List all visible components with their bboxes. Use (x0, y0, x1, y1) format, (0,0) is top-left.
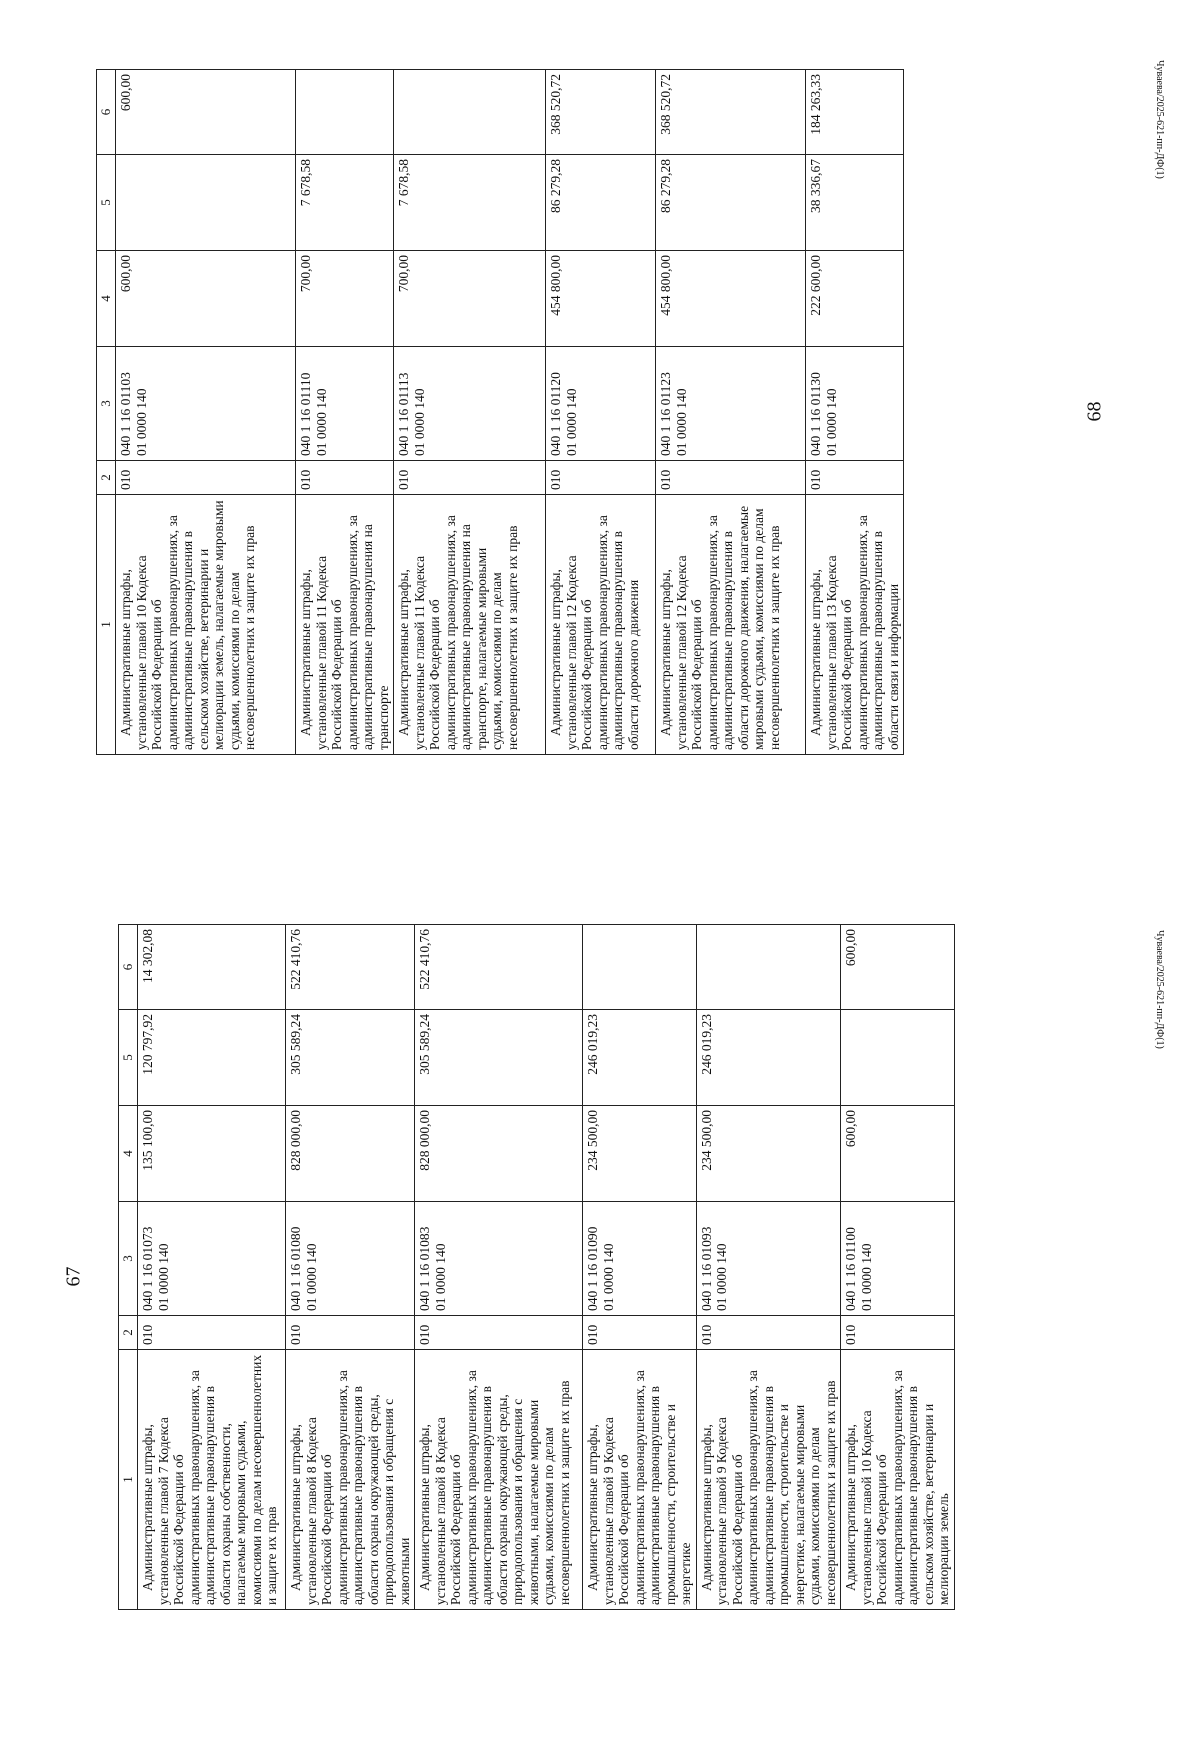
row-value-5: 86 279,28 (656, 155, 806, 251)
row-description: Административные штрафы, установленные главой 10 Кодекса Российской Федерации об административных правонарушениях, за административные правонарушения в сельском хозяйстве, ветеринарии и мелиорации земель (841, 1350, 955, 1610)
header-row (97, 70, 116, 755)
row-value-5: 305 589,24 (286, 1010, 415, 1106)
budget-code-line1: 040 1 16 01090 (585, 1226, 600, 1311)
budget-code-line1: 040 1 16 01080 (288, 1226, 303, 1311)
row-value-5: 86 279,28 (546, 155, 656, 251)
page-footer: Чуваева/2025-621-пп-ДФ(1) (1154, 60, 1165, 179)
table-row (696, 925, 841, 1610)
budget-code-line1: 040 1 16 01110 (298, 372, 313, 456)
budget-code-line2: 01 0000 140 (714, 1243, 729, 1311)
page-number: 68 (1083, 401, 1106, 422)
table-row (806, 70, 904, 755)
col-header-4: 4 (97, 251, 116, 347)
row-description: Административные штрафы, установленные главой 8 Кодекса Российской Федерации об административных правонарушениях, за административные правонарушения в области охраны окружающей среды, природопользования и обращения с животными, налагаемые мировыми судьями, комиссиями по делам несовершеннолетних и защите их прав (415, 1350, 583, 1610)
row-value-5 (116, 155, 296, 251)
col-header-3: 3 (97, 347, 116, 461)
row-value-6 (296, 70, 394, 155)
row-value-6 (696, 925, 841, 1010)
row-code-2: 010 (296, 461, 394, 495)
budget-code-line2: 01 0000 140 (313, 388, 329, 456)
row-value-5: 38 336,67 (806, 155, 904, 251)
budget-code-line2: 01 0000 140 (411, 388, 427, 456)
row-value-5: 120 797,92 (138, 1010, 286, 1106)
row-value-6: 368 520,72 (656, 70, 806, 155)
row-value-4: 222 600,00 (806, 251, 904, 347)
row-value-6: 600,00 (841, 925, 955, 1010)
row-description: Административные штрафы, установленные главой 12 Кодекса Российской Федерации об административных правонарушениях, за административные правонарушения в области дорожного движения, налагаемые мировыми судьями, комиссиями по делам несовершеннолетних и защите их прав (656, 495, 806, 755)
row-code-2: 010 (841, 1316, 955, 1350)
budget-code-line2: 01 0000 140 (858, 1243, 874, 1311)
table-row (296, 70, 394, 755)
table-row (138, 925, 286, 1610)
row-value-4: 454 800,00 (546, 251, 656, 347)
row-budget-code (546, 347, 656, 461)
row-value-6 (394, 70, 546, 155)
budget-code-line1: 040 1 16 01120 (548, 372, 563, 456)
budget-code-line2: 01 0000 140 (823, 388, 839, 456)
row-code-2: 010 (116, 461, 296, 495)
row-description: Административные штрафы, установленные главой 7 Кодекса Российской Федерации об административных правонарушениях, за административные правонарушения в области охраны собственности, налагаемые мировыми судьями, комиссиями по делам несовершеннолетних и защите их прав (138, 1350, 286, 1610)
col-header-2: 2 (119, 1316, 138, 1350)
row-budget-code (806, 347, 904, 461)
col-header-5: 5 (119, 1010, 138, 1106)
row-budget-code (116, 347, 296, 461)
row-code-2: 010 (415, 1316, 583, 1350)
budget-code-line2: 01 0000 140 (563, 388, 579, 456)
page-67 (0, 870, 1200, 1740)
col-header-2: 2 (97, 461, 116, 495)
budget-code-line1: 040 1 16 01123 (658, 372, 673, 456)
budget-code-line1: 040 1 16 01073 (140, 1226, 155, 1311)
budget-code-line1: 040 1 16 01103 (118, 372, 133, 456)
row-description: Административные штрафы, установленные главой 13 Кодекса Российской Федерации об административных правонарушениях, за административные правонарушения в области связи и информации (806, 495, 904, 755)
row-description: Административные штрафы, установленные главой 11 Кодекса Российской Федерации об административных правонарушениях, за административные правонарушения на транспорте (296, 495, 394, 755)
table-row (656, 70, 806, 755)
row-code-2: 010 (138, 1316, 286, 1350)
row-value-5: 246 019,23 (696, 1010, 841, 1106)
row-code-2: 010 (696, 1316, 841, 1350)
row-code-2: 010 (394, 461, 546, 495)
row-code-2: 010 (286, 1316, 415, 1350)
col-header-1: 1 (97, 495, 116, 755)
table-row (394, 70, 546, 755)
row-value-4: 700,00 (394, 251, 546, 347)
row-budget-code (656, 347, 806, 461)
row-value-6 (583, 925, 697, 1010)
table-row (583, 925, 697, 1610)
row-budget-code (583, 1202, 697, 1316)
row-description: Административные штрафы, установленные главой 11 Кодекса Российской Федерации об административных правонарушениях, за административные правонарушения на транспорте, налагаемые мировыми судьями, комиссиями по делам несовершеннолетних и защите их прав (394, 495, 546, 755)
row-budget-code (841, 1202, 955, 1316)
col-header-6: 6 (119, 925, 138, 1010)
budget-code-line1: 040 1 16 01113 (396, 372, 411, 456)
budget-code-line1: 040 1 16 01100 (843, 1227, 858, 1311)
row-value-5: 305 589,24 (415, 1010, 583, 1106)
table-row (116, 70, 296, 755)
row-value-5: 7 678,58 (296, 155, 394, 251)
revenue-table (118, 924, 955, 1610)
col-header-4: 4 (119, 1106, 138, 1202)
row-value-6: 522 410,76 (415, 925, 583, 1010)
row-value-4: 600,00 (116, 251, 296, 347)
budget-code-line2: 01 0000 140 (133, 388, 149, 456)
row-code-2: 010 (583, 1316, 697, 1350)
row-value-4: 700,00 (296, 251, 394, 347)
row-value-4: 234 500,00 (696, 1106, 841, 1202)
page-footer: Чуваева/2025-621-пп-ДФ(1) (1154, 930, 1165, 1049)
budget-code-line2: 01 0000 140 (673, 388, 689, 456)
budget-code-line2: 01 0000 140 (432, 1243, 448, 1311)
col-header-6: 6 (97, 70, 116, 155)
row-value-4: 828 000,00 (415, 1106, 583, 1202)
row-value-5 (841, 1010, 955, 1106)
budget-code-line1: 040 1 16 01093 (698, 1226, 714, 1311)
budget-code-line2: 01 0000 140 (155, 1243, 171, 1311)
table-container (118, 924, 955, 1610)
row-value-6: 368 520,72 (546, 70, 656, 155)
row-budget-code (696, 1202, 841, 1316)
col-header-3: 3 (119, 1202, 138, 1316)
row-value-4: 454 800,00 (656, 251, 806, 347)
budget-code-line1: 040 1 16 01130 (808, 372, 823, 456)
row-value-6: 600,00 (116, 70, 296, 155)
row-value-6: 14 302,08 (138, 925, 286, 1010)
budget-code-line2: 01 0000 140 (303, 1243, 319, 1311)
row-value-5: 7 678,58 (394, 155, 546, 251)
table-row (841, 925, 955, 1610)
budget-code-line1: 040 1 16 01083 (417, 1226, 432, 1311)
table-row (286, 925, 415, 1610)
row-description: Административные штрафы, установленные главой 9 Кодекса Российской Федерации об административных правонарушениях, за административные правонарушения в промышленности, строительстве и энергетике, налагаемые мировыми судьями, комиссиями по делам несовершеннолетних и защите их прав (696, 1350, 841, 1610)
row-value-6: 184 263,33 (806, 70, 904, 155)
row-budget-code (394, 347, 546, 461)
row-value-6: 522 410,76 (286, 925, 415, 1010)
row-description: Административные штрафы, установленные главой 9 Кодекса Российской Федерации об административных правонарушениях, за административные правонарушения в промышленности, строительстве и энергетике (583, 1350, 697, 1610)
row-value-4: 135 100,00 (138, 1106, 286, 1202)
table-row (415, 925, 583, 1610)
row-budget-code (286, 1202, 415, 1316)
row-value-4: 828 000,00 (286, 1106, 415, 1202)
row-budget-code (138, 1202, 286, 1316)
page-number: 67 (62, 1266, 85, 1287)
row-value-4: 600,00 (841, 1106, 955, 1202)
row-code-2: 010 (546, 461, 656, 495)
row-budget-code (415, 1202, 583, 1316)
row-description: Административные штрафы, установленные главой 8 Кодекса Российской Федерации об административных правонарушениях, за административные правонарушения в области охраны окружающей среды, природопользования и обращения с животными (286, 1350, 415, 1610)
row-value-5: 246 019,23 (583, 1010, 697, 1106)
row-description: Административные штрафы, установленные главой 10 Кодекса Российской Федерации об административных правонарушениях, за административные правонарушения в сельском хозяйстве, ветеринарии и мелиорации земель, налагаемые мировыми судьями, комиссиями по делам несовершеннолетних и защите их прав (116, 495, 296, 755)
col-header-5: 5 (97, 155, 116, 251)
row-description: Административные штрафы, установленные главой 12 Кодекса Российской Федерации об административных правонарушениях, за административные правонарушения в области дорожного движения (546, 495, 656, 755)
row-budget-code (296, 347, 394, 461)
revenue-table (96, 69, 904, 755)
row-code-2: 010 (656, 461, 806, 495)
row-value-4: 234 500,00 (583, 1106, 697, 1202)
table-row (546, 70, 656, 755)
row-code-2: 010 (806, 461, 904, 495)
budget-code-line2: 01 0000 140 (600, 1243, 616, 1311)
table-container (96, 69, 904, 755)
col-header-1: 1 (119, 1350, 138, 1610)
header-row (119, 925, 138, 1610)
